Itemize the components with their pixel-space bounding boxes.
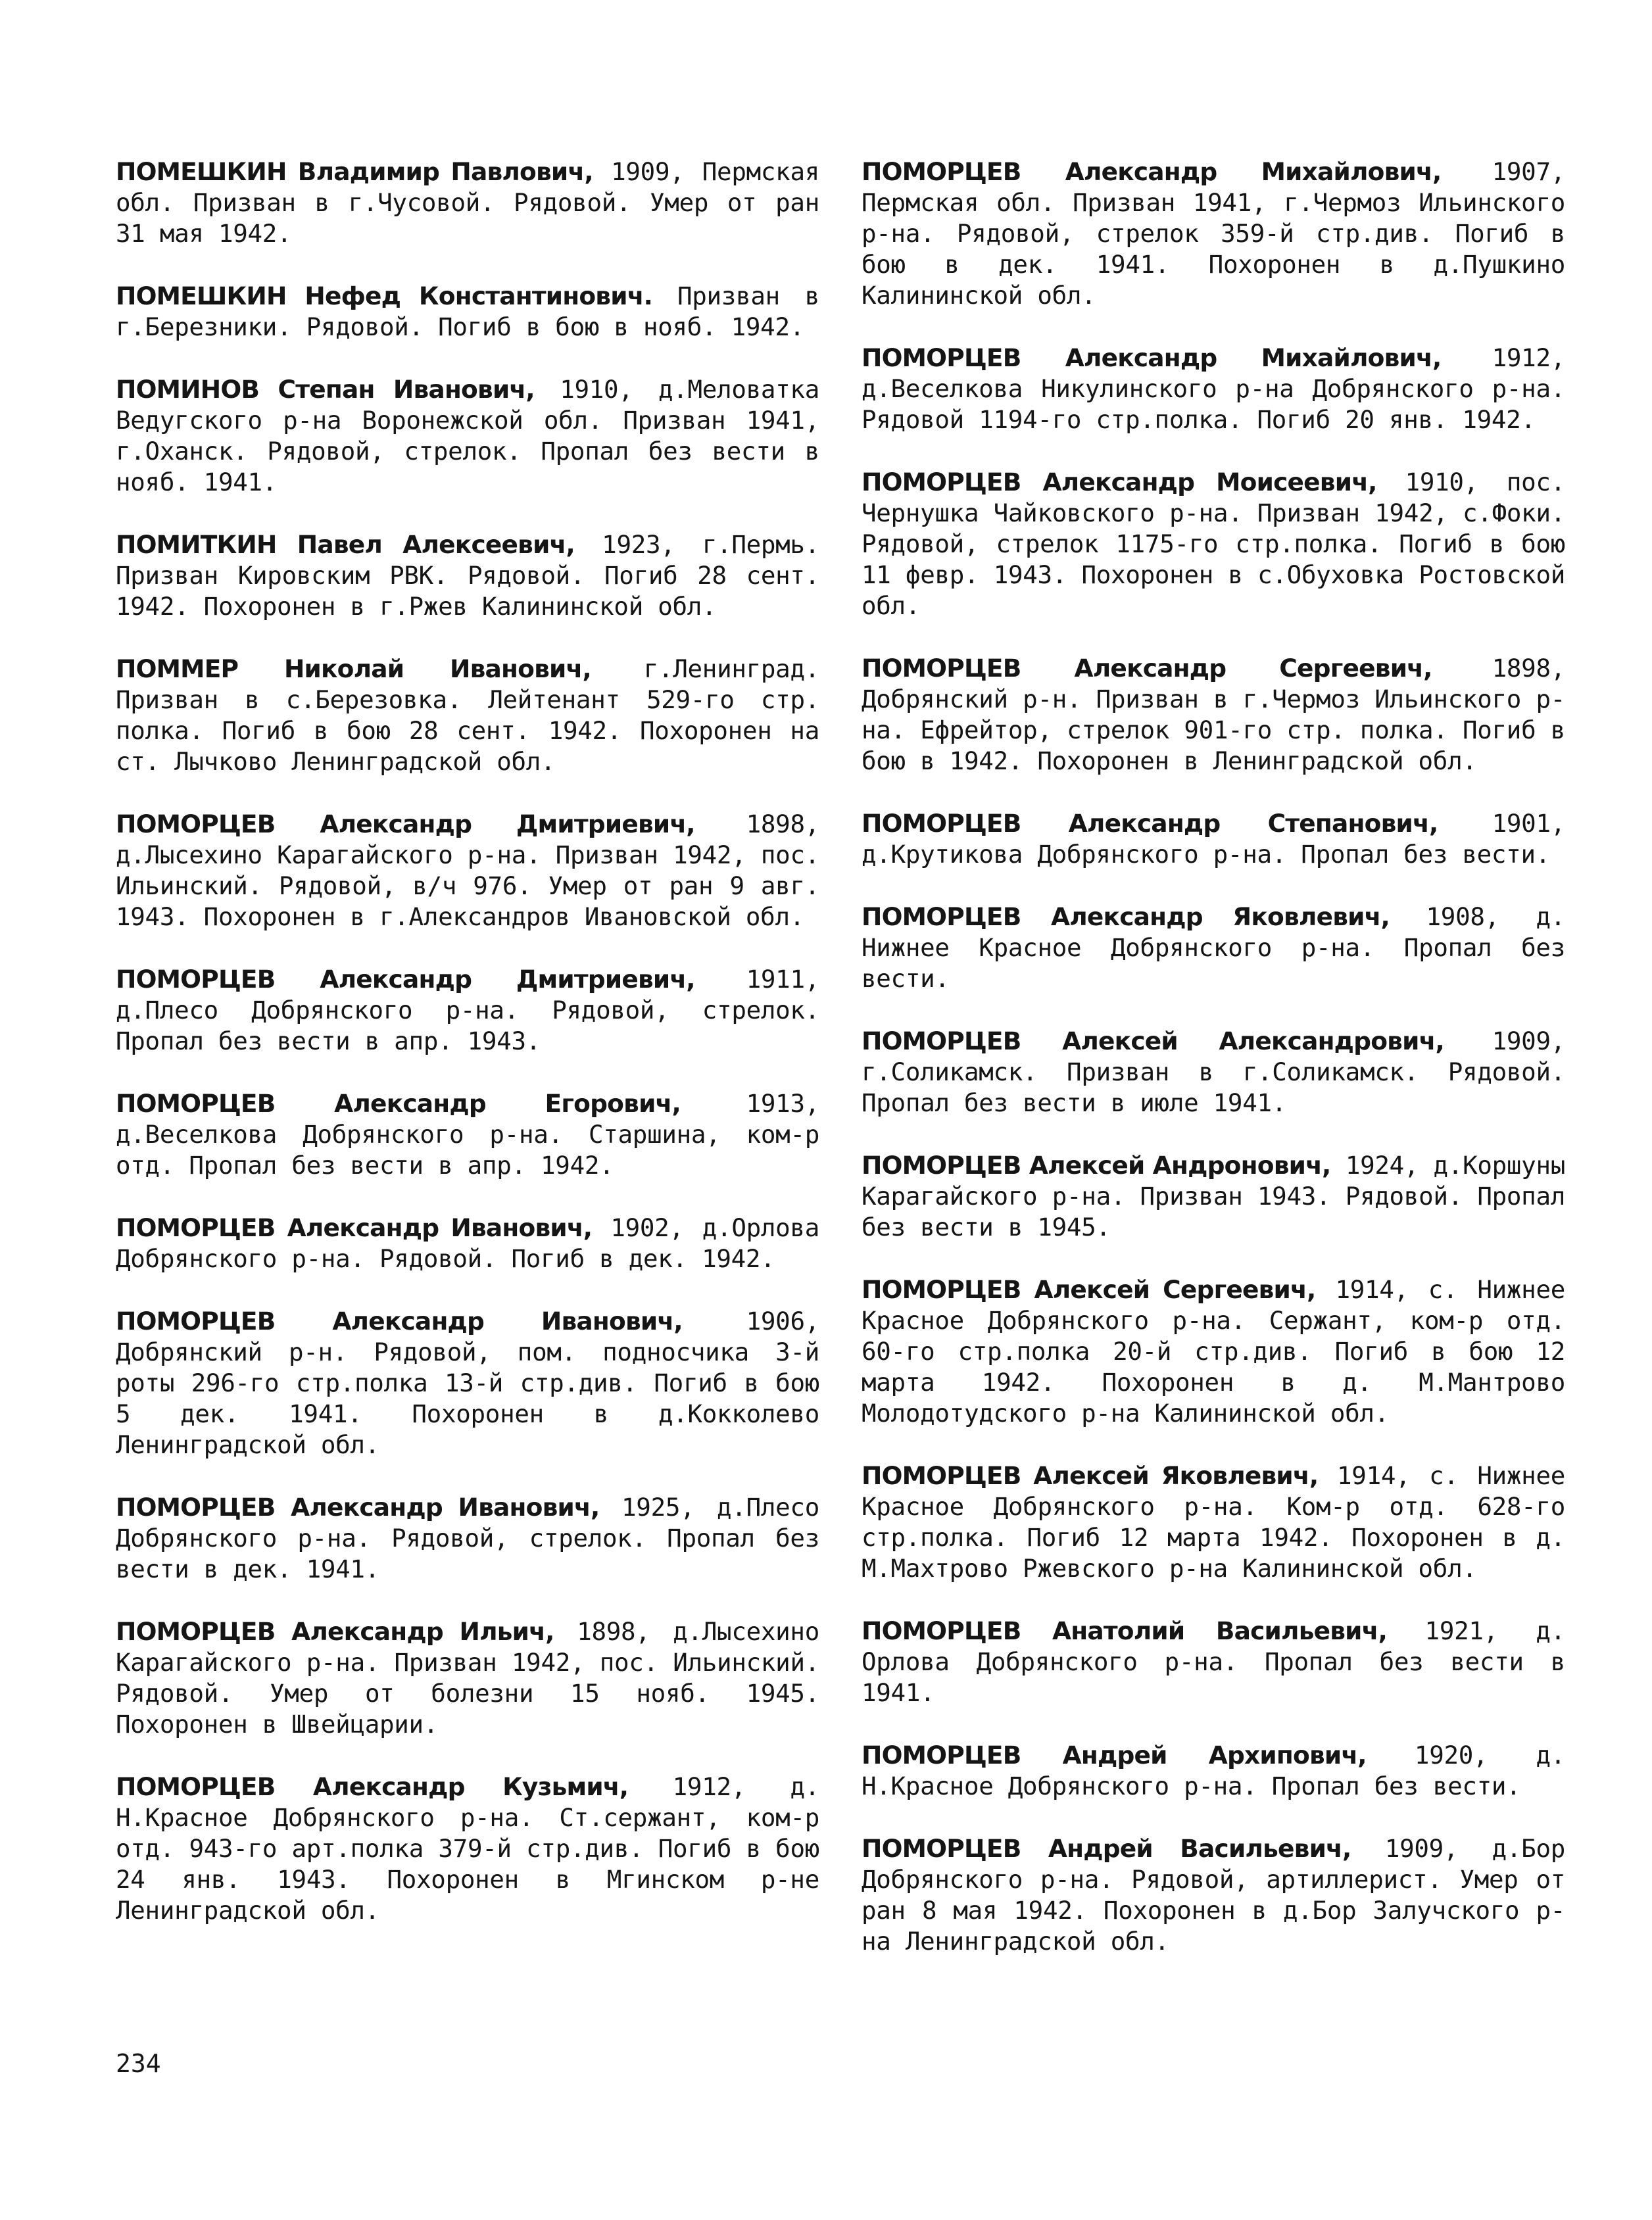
entry [116,1306,819,1460]
entry-text: 1902, д.Орлова Добрянского р-на. Рядовой. Погиб в дек. 1942. [116,1213,819,1273]
entry-name: ПОМОРЦЕВ Александр Степанович, [862,809,1438,838]
entry-name: ПОМОРЦЕВ Анатолий Васильевич, [862,1616,1388,1645]
entry-text: 1925, д.Плесо Добрянского р-на. Рядовой, стрелок. Пропал без вести в дек. 1941. [116,1493,819,1583]
entry [862,1616,1565,1708]
entry-text: 1898, д.Лысехино Карагайского р-на. Призван 1942, пос. Ильинский. Рядовой, в/ч 976. Умер от ран 9 авг. 1943. Похоронен в г.Александров Ивановской обл. [116,809,819,931]
entry-text: 1924, д.Коршуны Карагайского р-на. Призван 1943. Рядовой. Пропал без вести в 1945. [862,1151,1566,1242]
entry-text: 1909, д.Бор Добрянского р-на. Рядовой, артиллерист. Умер от ран 8 мая 1942. Похоронен в д.Бор Залучского р-на Ленинградской обл. [862,1834,1566,1956]
entry [862,1740,1565,1802]
entry [862,1026,1565,1119]
entry-name: ПОМОРЦЕВ Алексей Яковлевич, [862,1461,1319,1490]
entry [116,809,819,932]
entry [116,1088,819,1181]
entry [862,467,1565,621]
entry-name: ПОМОРЦЕВ Алексей Сергеевич, [862,1275,1316,1304]
entry [116,1492,819,1585]
entry-text: 1911, д.Плесо Добрянского р-на. Рядовой, стрелок. Пропал без вести в апр. 1943. [116,965,819,1055]
entry-text: 1923, г.Пермь. Призван Кировским РВК. Рядовой. Погиб 28 сент. 1942. Похоронен в г.Ржев Калининской обл. [116,530,819,621]
entry-name: ПОМОРЦЕВ Алексей Андронович, [862,1151,1331,1180]
entry-name: ПОМОРЦЕВ Алексей Александрович, [862,1026,1444,1055]
entry [116,374,819,498]
entry [116,964,819,1057]
entry [116,281,819,343]
entry [116,529,819,622]
page-number: 234 [116,2049,161,2078]
entry-name: ПОММЕР Николай Иванович, [116,654,591,683]
entry-text: 1898, Добрянский р-н. Призван в г.Чермоз Ильинского р-на. Ефрейтор, стрелок 901-го стр. полка. Погиб в бою в 1942. Похоронен в Ленинградской обл. [862,654,1565,775]
entry-text: Призван в г.Березники. Рядовой. Погиб в бою в нояб. 1942. [116,281,820,341]
entry-text: 1912, д.Веселкова Никулинского р-на Добрянского р-на. Рядовой 1194-го стр.полка. Погиб 20 янв. 1942. [862,343,1566,434]
entry-name: ПОМИНОВ Степан Иванович, [116,375,535,404]
entry-text: 1901, д.Крутикова Добрянского р-на. Пропал без вести. [862,809,1565,869]
entry-text: 1914, с. Нижнее Красное Добрянского р-на. Сержант, ком-р отд. 60-го стр.полка 20-й стр.див. Погиб в бою 12 марта 1942. Похоронен в д. М.Мантрово Молодотудского р-на Калининской обл. [862,1275,1566,1428]
entry [116,1213,819,1274]
entry-text: 1914, с. Нижнее Красное Добрянского р-на. Ком-р отд. 628-го стр.полка. Погиб 12 марта 1942. Похоронен в д. М.Махтрово Ржевского р-на Калининской обл. [862,1461,1566,1583]
entry-text: г.Ленинград. Призван в с.Березовка. Лейтенант 529-го стр. полка. Погиб в бою 28 сент. 1942. Похоронен на ст. Лычково Ленинградской обл. [116,654,820,776]
entry-text: 1898, д.Лысехино Карагайского р-на. Призван 1942, пос. Ильинский. Рядовой. Умер от болезни 15 нояб. 1945. Похоронен в Швейцарии. [116,1617,819,1739]
entry-text: 1908, д. Нижнее Красное Добрянского р-на. Пропал без вести. [862,902,1565,993]
entry-name: ПОМОРЦЕВ Александр Иванович, [116,1493,600,1522]
right-column [862,157,1565,1989]
entry-text: 1921, д. Орлова Добрянского р-на. Пропал без вести в 1941. [862,1616,1565,1707]
entry-name: ПОМОРЦЕВ Александр Кузьмич, [116,1772,629,1801]
entry-name: ПОМЕШКИН Владимир Павлович, [116,157,593,186]
entry-name: ПОМОРЦЕВ Александр Иванович, [116,1213,593,1242]
entry [116,1772,819,1926]
entry-name: ПОМОРЦЕВ Александр Сергеевич, [862,654,1432,683]
entry [862,1150,1565,1243]
entry-name: ПОМОРЦЕВ Александр Моисеевич, [862,468,1377,496]
entry-text: 1913, д.Веселкова Добрянского р-на. Старшина, ком-р отд. Пропал без вести в апр. 1942. [116,1089,819,1180]
entry [862,1460,1565,1584]
entry [116,654,819,777]
left-column [116,157,819,1958]
entry-name: ПОМОРЦЕВ Андрей Васильевич, [862,1834,1351,1863]
entry-text: 1912, д. Н.Красное Добрянского р-на. Ст.сержант, ком-р отд. 943-го арт.полка 379-й стр.див. Погиб в бою 24 янв. 1943. Похоронен в Мгинском р-не Ленинградской обл. [116,1772,820,1925]
entry-name: ПОМОРЦЕВ Александр Иванович, [116,1307,683,1336]
entry-name: ПОМЕШКИН Нефед Константинович. [116,281,653,310]
entry [862,343,1565,435]
entry-name: ПОМОРЦЕВ Александр Дмитриевич, [116,965,695,994]
entry-name: ПОМОРЦЕВ Александр Михайлович, [862,157,1442,186]
entry [116,1616,819,1740]
entry-name: ПОМОРЦЕВ Андрей Архипович, [862,1741,1367,1770]
entry-text: 1907, Пермская обл. Призван 1941, г.Чермоз Ильинского р-на. Рядовой, стрелок 359-й стр.див. Погиб в бою в дек. 1941. Похоронен в д.Пушкино Калининской обл. [862,157,1566,310]
entry-name: ПОМИТКИН Павел Алексеевич, [116,530,575,559]
entry-name: ПОМОРЦЕВ Александр Дмитриевич, [116,809,695,838]
entry [862,157,1565,311]
entry-name: ПОМОРЦЕВ Александр Ильич, [116,1617,554,1646]
entry [862,1833,1565,1957]
entry [116,157,819,249]
entry [862,653,1565,777]
entry-text: 1906, Добрянский р-н. Рядовой, пом. подносчика 3-й роты 296-го стр.полка 13-й стр.див. Погиб в бою 5 дек. 1941. Похоронен в д.Кокколево Ленинградской обл. [116,1307,819,1459]
entry [862,1274,1565,1429]
entry-name: ПОМОРЦЕВ Александр Михайлович, [862,343,1442,372]
entry-text: 1909, Пермская обл. Призван в г.Чусовой. Рядовой. Умер от ран 31 мая 1942. [116,157,819,248]
entry [862,808,1565,870]
entry-text: 1909, г.Соликамск. Призван в г.Соликамск. Рядовой. Пропал без вести в июле 1941. [862,1026,1565,1117]
entry-name: ПОМОРЦЕВ Александр Яковлевич, [862,902,1390,931]
entry [862,902,1565,994]
entry-text: 1910, д.Меловатка Ведугского р-на Воронежской обл. Призван 1941, г.Оханск. Рядовой, стрелок. Пропал без вести в нояб. 1941. [116,375,819,496]
entry-text: 1920, д. Н.Красное Добрянского р-на. Пропал без вести. [862,1741,1566,1800]
entry-text: 1910, пос. Чернушка Чайковского р-на. Призван 1942, с.Фоки. Рядовой, стрелок 1175-го стр.полка. Погиб в бою 11 февр. 1943. Похоронен в с.Обуховка Ростовской обл. [862,468,1565,620]
entry-name: ПОМОРЦЕВ Александр Егорович, [116,1089,681,1118]
